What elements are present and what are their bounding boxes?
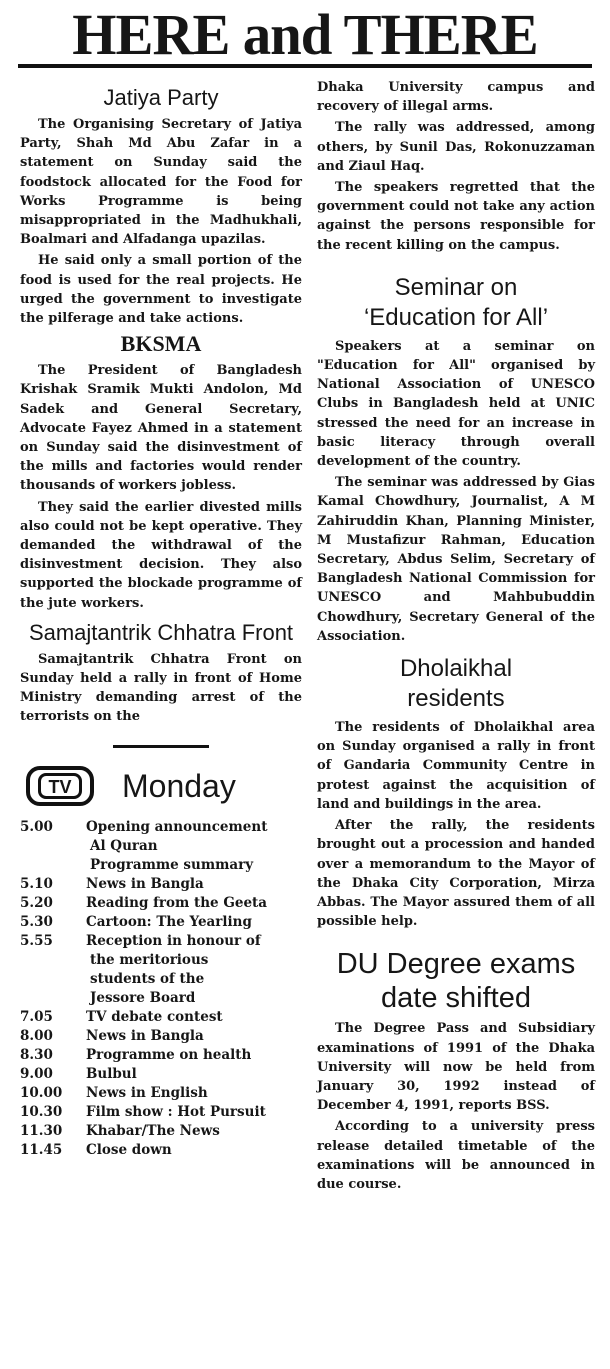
article-heading: date shifted bbox=[381, 982, 531, 1015]
article-heading: Seminar on bbox=[394, 273, 518, 301]
article-jatiya-party bbox=[20, 84, 302, 328]
tv-schedule-row bbox=[20, 970, 302, 989]
tv-time: 5.55 bbox=[20, 932, 53, 949]
tv-time: 5.20 bbox=[20, 894, 53, 911]
tv-schedule-row bbox=[20, 894, 302, 913]
tv-programme: Reading from the Geeta bbox=[86, 894, 268, 911]
tv-programme: Khabar/The News bbox=[86, 1122, 220, 1139]
article-paragraph: The President of Bangladesh Krishak Sramik Mukti Andolon, Md Sadek and General Secretary, Advocate Fayez Ahmed in a statement on Sunday said the disinvestment of the mills and factories would render thousands of workers jobless. bbox=[20, 363, 302, 494]
article-paragraph: After the rally, the residents brought out a procession and handed over a memorandum to the Mayor of the Dhaka City Corporation, Mirza Abbas. The Mayor assured them of all possible help. bbox=[317, 818, 595, 930]
tv-programme: News in Bangla bbox=[86, 875, 204, 892]
tv-time: 11.30 bbox=[20, 1122, 63, 1139]
article-paragraph: The rally was addressed, among others, by Sunil Das, Rokonuzzaman and Ziaul Haq. bbox=[317, 120, 595, 174]
tv-time: 11.45 bbox=[20, 1141, 63, 1158]
tv-schedule-row bbox=[20, 1065, 302, 1084]
masthead bbox=[18, 0, 592, 68]
article-paragraph: The seminar was addressed by Gias Kamal Chowdhury, Journalist, A M Zahiruddin Khan, Planning Minister, M Mustafizur Rahman, Education Secretary, Abdus Selim, Secretary of Bangladesh National Commission for UNESCO and Mahbubuddin Chowdhury, Secretary General of the Association. bbox=[317, 475, 595, 644]
article-chhatra-front-continued bbox=[317, 78, 595, 255]
article-paragraph: According to a university press release detailed timetable of the examinations will be announced in due course. bbox=[317, 1119, 595, 1192]
tv-programme: students of the bbox=[90, 970, 205, 987]
tv-programme: Reception in honour of bbox=[86, 932, 261, 949]
tv-time: 5.10 bbox=[20, 875, 53, 892]
tv-schedule-row bbox=[20, 913, 302, 932]
tv-programme: Bulbul bbox=[86, 1065, 137, 1082]
tv-programme: TV debate contest bbox=[86, 1008, 223, 1025]
tv-programme: Programme on health bbox=[86, 1046, 252, 1063]
divider bbox=[113, 745, 209, 748]
article-paragraph: Samajtantrik Chhatra Front on Sunday held a rally in front of Home Ministry demanding arrest of the terrorists on the bbox=[20, 651, 302, 725]
masthead-title: HERE and THERE bbox=[72, 2, 538, 67]
tv-time: 5.00 bbox=[20, 818, 53, 835]
tv-schedule-row bbox=[20, 932, 302, 951]
tv-day-title: Monday bbox=[122, 767, 236, 804]
tv-schedule-row bbox=[20, 1046, 302, 1065]
tv-logo bbox=[26, 766, 94, 806]
tv-schedule-row bbox=[20, 989, 302, 1008]
article-heading: DU Degree exams bbox=[336, 948, 576, 981]
tv-programme: Opening announcement bbox=[86, 818, 268, 835]
article-chhatra-front bbox=[20, 619, 302, 727]
tv-schedule-row bbox=[20, 1084, 302, 1103]
tv-schedule-row bbox=[20, 856, 302, 875]
tv-logo-text: TV bbox=[38, 773, 82, 799]
tv-time bbox=[20, 837, 86, 856]
tv-header bbox=[26, 760, 302, 812]
left-column bbox=[20, 78, 302, 1160]
tv-schedule-row bbox=[20, 1008, 302, 1027]
tv-programme: Programme summary bbox=[90, 856, 254, 873]
article-paragraph: He said only a small portion of the food is used for the real projects. He urged the government to investigate the pilferage and take actions. bbox=[20, 253, 302, 327]
tv-schedule-row bbox=[20, 1103, 302, 1122]
tv-programme: the meritorious bbox=[90, 951, 209, 968]
tv-time: 7.05 bbox=[20, 1008, 53, 1025]
tv-time bbox=[20, 970, 86, 989]
tv-programme: Film show : Hot Pursuit bbox=[86, 1103, 266, 1120]
article-paragraph: The residents of Dholaikhal area on Sunday organised a rally in front of Gandaria Community Centre in protest against the acquisition of land and buildings in the area. bbox=[317, 720, 595, 812]
article-bksma bbox=[20, 330, 302, 613]
tv-schedule-list bbox=[20, 818, 302, 1160]
tv-schedule-row bbox=[20, 1141, 302, 1160]
tv-programme: Close down bbox=[86, 1141, 172, 1158]
tv-schedule-row bbox=[20, 837, 302, 856]
tv-programme: News in Bangla bbox=[86, 1027, 204, 1044]
article-paragraph: The speakers regretted that the government could not take any action against the persons responsible for the recent killing on the campus. bbox=[317, 180, 595, 253]
article-heading: residents bbox=[407, 685, 505, 713]
tv-programme: Jessore Board bbox=[90, 989, 196, 1006]
tv-time: 10.30 bbox=[20, 1103, 63, 1120]
tv-time: 5.30 bbox=[20, 913, 53, 930]
article-paragraph: Speakers at a seminar on "Education for All" organised by National Association of UNESCO Clubs in Bangladesh held at UNIC stressed the need for an increase in basic literacy through overall development of the country. bbox=[317, 338, 595, 470]
tv-schedule-row bbox=[20, 1122, 302, 1141]
article-paragraph: They said the earlier divested mills also could not be kept operative. They demanded the withdrawal of the disinvestment decision. They also supported the blockade programme of the jute workers. bbox=[20, 499, 302, 611]
article-paragraph: The Organising Secretary of Jatiya Party, Shah Md Abu Zafar in a statement on Sunday said the foodstock allocated for the Food for Works Programme is being misappropriated in the Madhukhali, Boalmari and Alfadanga upazilas. bbox=[20, 117, 302, 248]
article-du-degree-exams bbox=[317, 947, 595, 1194]
article-heading: ‘Education for All’ bbox=[363, 303, 549, 331]
article-heading: Dholaikhal bbox=[399, 655, 513, 683]
article-heading: Jatiya Party bbox=[103, 85, 219, 110]
tv-time: 9.00 bbox=[20, 1065, 53, 1082]
tv-time bbox=[20, 951, 86, 970]
tv-time: 8.30 bbox=[20, 1046, 53, 1063]
tv-time bbox=[20, 856, 86, 875]
tv-schedule bbox=[20, 760, 302, 1160]
tv-schedule-row bbox=[20, 951, 302, 970]
article-heading: Samajtantrik Chhatra Front bbox=[28, 619, 294, 645]
tv-programme: Cartoon: The Yearling bbox=[86, 913, 252, 930]
tv-schedule-row bbox=[20, 1027, 302, 1046]
article-seminar bbox=[317, 273, 595, 646]
tv-time: 10.00 bbox=[20, 1084, 63, 1101]
tv-schedule-row bbox=[20, 818, 302, 837]
tv-time: 8.00 bbox=[20, 1027, 53, 1044]
article-paragraph: Dhaka University campus and recovery of illegal arms. bbox=[317, 80, 595, 115]
article-dholaikhal bbox=[317, 654, 595, 931]
tv-programme: Al Quran bbox=[90, 837, 158, 854]
tv-time bbox=[20, 989, 86, 1008]
tv-programme: News in English bbox=[86, 1084, 208, 1101]
right-column bbox=[317, 78, 595, 1196]
tv-schedule-row bbox=[20, 875, 302, 894]
article-heading: BKSMA bbox=[120, 331, 202, 357]
article-paragraph: The Degree Pass and Subsidiary examinations of 1991 of the Dhaka University will now be held from January 30, 1992 instead of December 4, 1991, reports BSS. bbox=[317, 1021, 595, 1114]
